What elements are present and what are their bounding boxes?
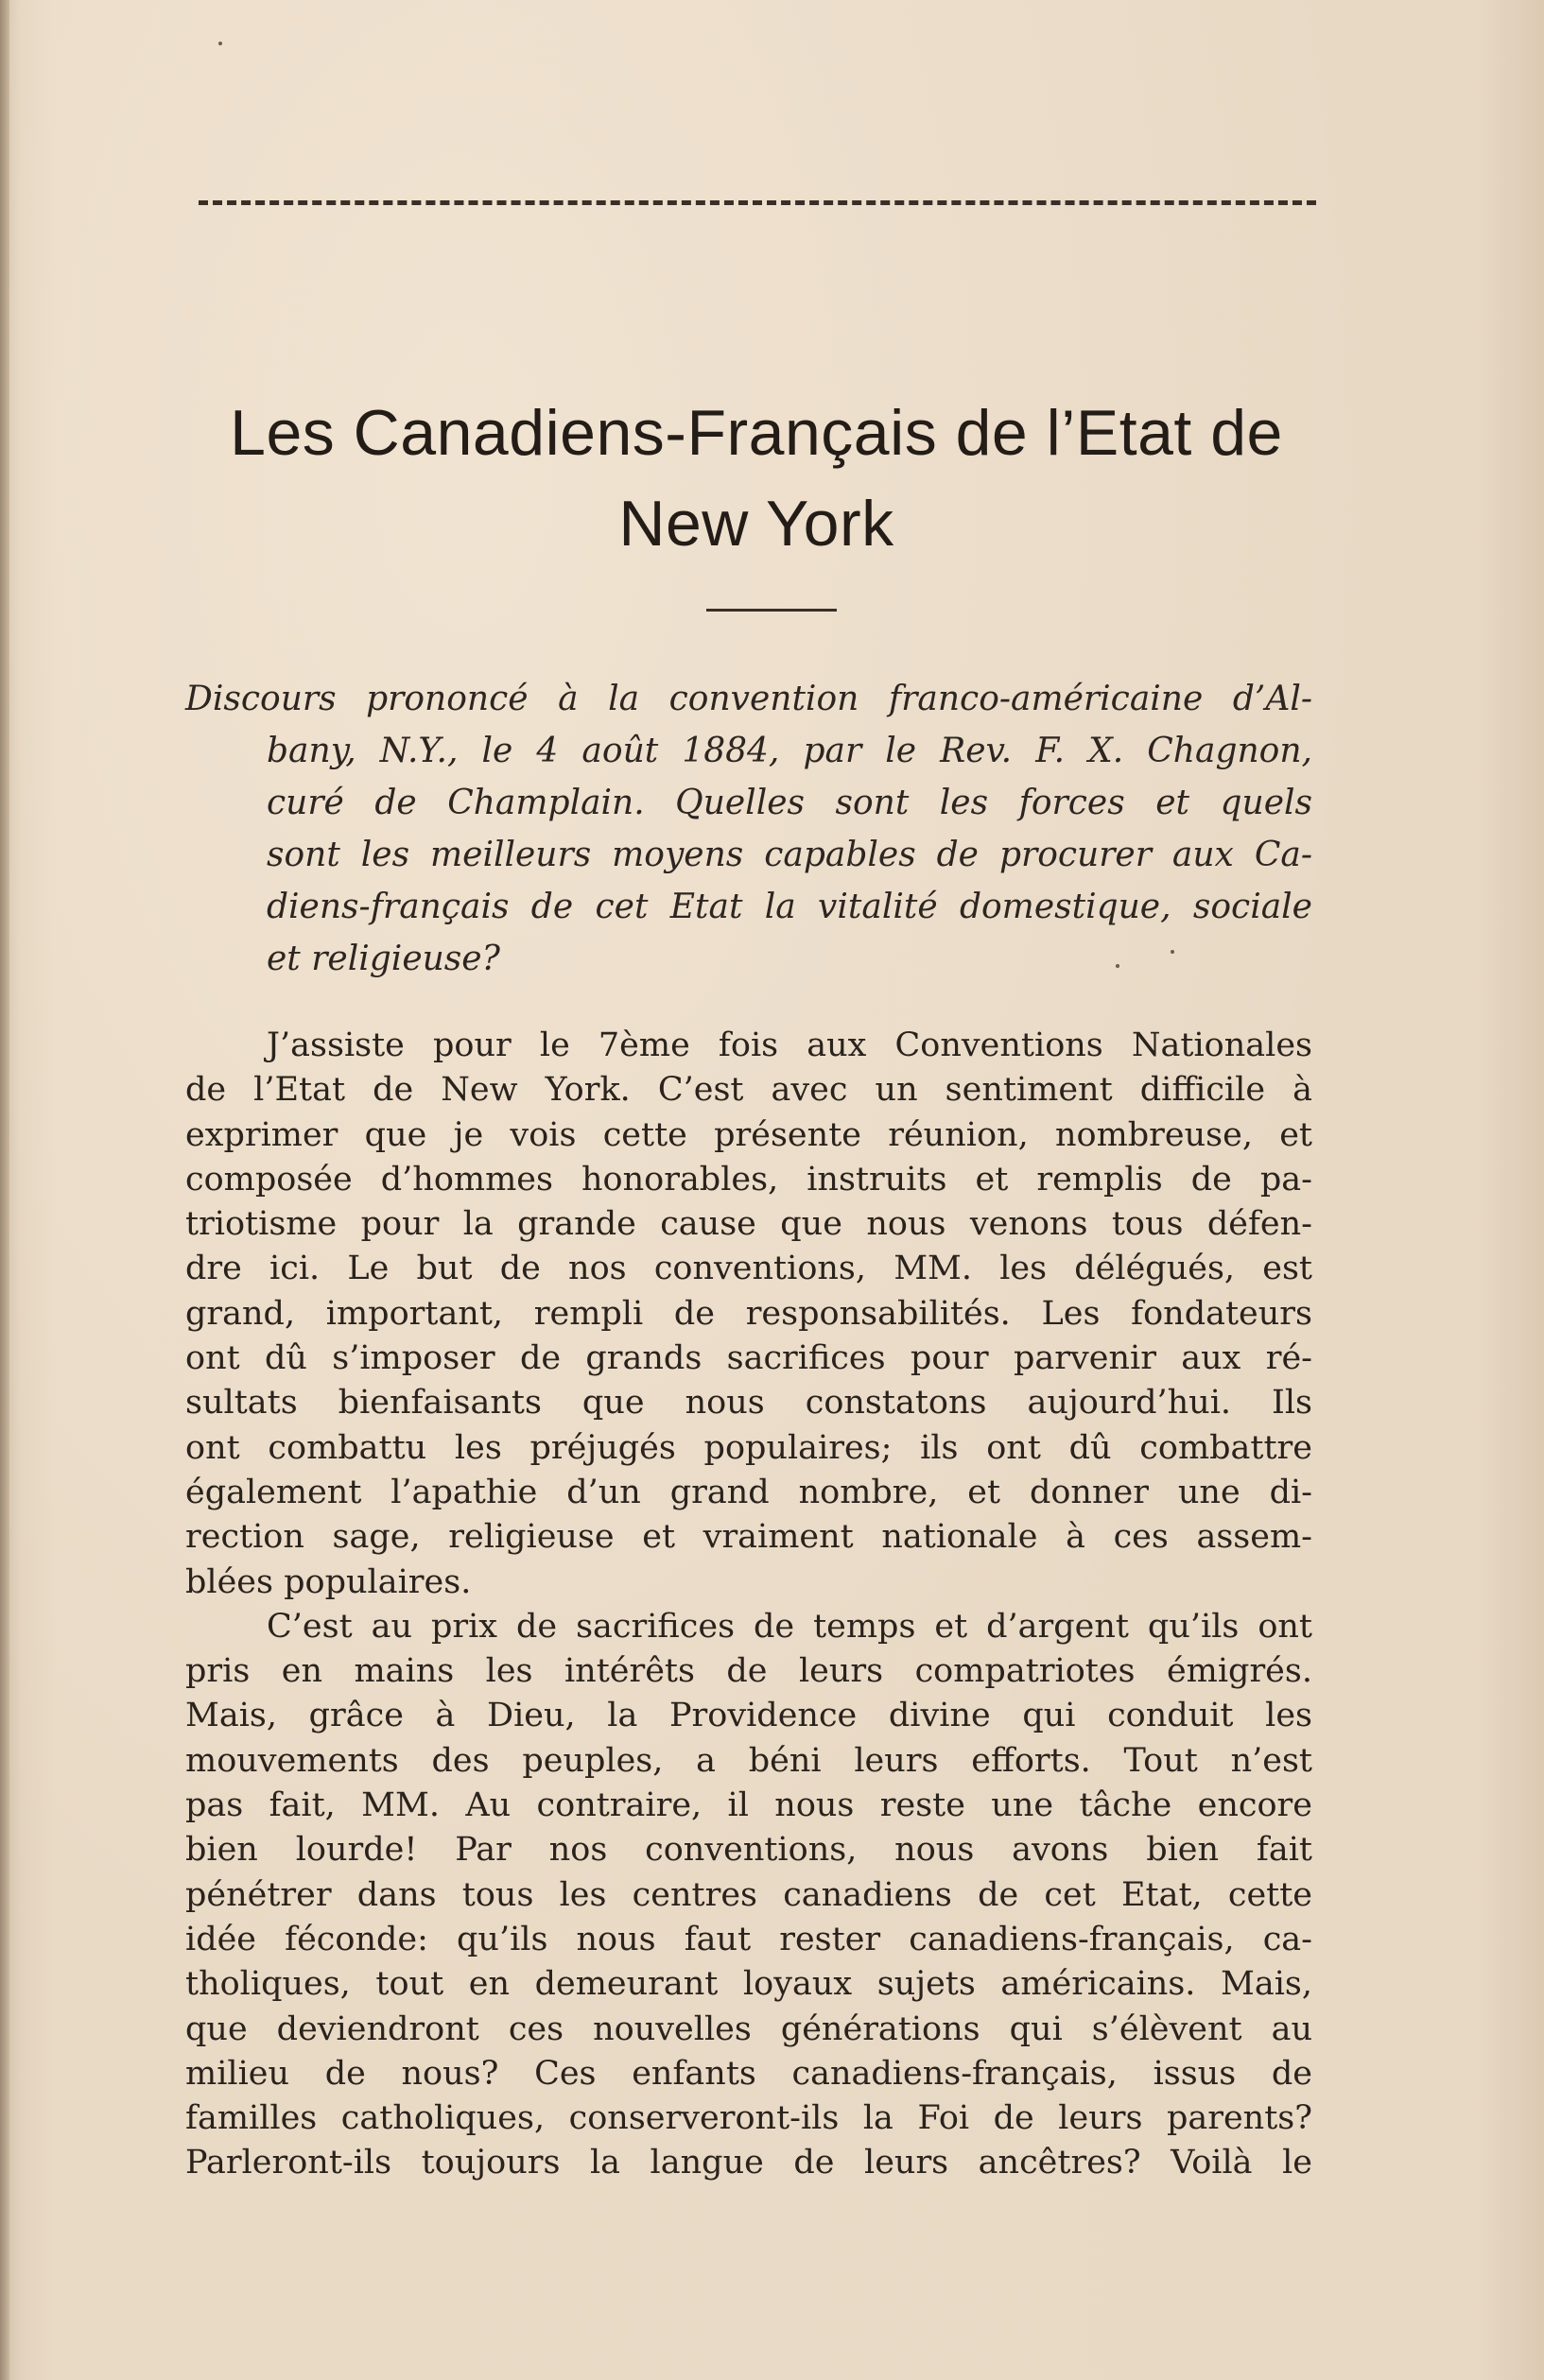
body-line: Mais, grâce à Dieu, la Providence divine qui conduit les [185,1697,1312,1735]
body-line: mouvements des peuples, a béni leurs efforts. Tout n’est [185,1741,1312,1780]
intro-line: curé de Champlain. Quelles sont les forces et quels [267,784,1312,822]
body-line: pas fait, MM. Au contraire, il nous reste une tâche encore [185,1786,1312,1825]
body-line: pénétrer dans tous les centres canadiens de cet Etat, cette [185,1875,1312,1914]
body-line: exprimer que je vois cette présente réunion, nombreuse, et [185,1115,1312,1154]
top-dashed-rule [199,200,1316,205]
intro-line: bany, N.Y., le 4 août 1884, par le Rev. F. X. Chagnon, [267,732,1312,770]
body-line: milieu de nous? Ces enfants canadiens-français, issus de [185,2054,1312,2093]
title-line-1: Les Canadiens-Français de l’Etat de [230,397,1283,469]
body-line: tholiques, tout en demeurant loyaux sujets américains. Mais, [185,1965,1312,2004]
body-line: de l’Etat de New York. C’est avec un sentiment difficile à [185,1071,1312,1110]
body-line: C’est au prix de sacrifices de temps et d’argent qu’ils ont [267,1607,1312,1646]
title-line-2: New York [618,488,894,560]
paragraph-2 [185,1605,1312,2186]
title-underline-rule [706,609,837,612]
article-body [185,1024,1312,2186]
intro-line: et religieuse? [267,940,500,978]
intro-line: Discours prononcé à la convention franco-américaine d’Al- [185,680,1312,718]
body-line: également l’apathie d’un grand nombre, et donner une di- [185,1473,1312,1511]
body-line: sultats bienfaisants que nous constatons aujourd’hui. Ils [185,1384,1312,1423]
body-line: ont dû s’imposer de grands sacrifices pour parvenir aux ré- [185,1339,1312,1378]
page-spine-shadow [0,0,9,2380]
body-line: pris en mains les intérêts de leurs compatriotes émigrés. [185,1652,1312,1691]
body-line: dre ici. Le but de nos conventions, MM. les délégués, est [185,1250,1312,1288]
intro-line: sont les meilleurs moyens capables de procurer aux Ca- [267,836,1312,874]
body-line: Parleront-ils toujours la langue de leurs ancêtres? Voilà le [185,2144,1312,2182]
body-line: blées populaires. [185,1562,472,1601]
body-line: familles catholiques, conserveront-ils la Foi de leurs parents? [185,2099,1312,2138]
body-line: J’assiste pour le 7ème fois aux Conventions Nationales [267,1026,1312,1064]
body-line: bien lourde! Par nos conventions, nous avons bien fait [185,1831,1312,1870]
body-line: composée d’hommes honorables, instruits et remplis de pa- [185,1160,1312,1199]
paper-speck [1116,964,1119,968]
intro-italic-summary [185,673,1312,985]
paper-speck [218,42,222,45]
body-line: rection sage, religieuse et vraiment nationale à ces assem- [185,1518,1312,1557]
body-line: ont combattu les préjugés populaires; ils ont dû combattre [185,1428,1312,1467]
article-title [151,388,1362,569]
paragraph-1 [185,1024,1312,1605]
paper-speck [1171,950,1174,954]
body-line: triotisme pour la grande cause que nous venons tous défen- [185,1205,1312,1244]
body-line: idée féconde: qu’ils nous faut rester canadiens-français, ca- [185,1920,1312,1958]
body-line: que deviendront ces nouvelles générations qui s’élèvent au [185,2009,1312,2048]
body-line: grand, important, rempli de responsabilités. Les fondateurs [185,1294,1312,1333]
intro-line: diens-français de cet Etat la vitalité domestique, sociale [267,888,1312,926]
